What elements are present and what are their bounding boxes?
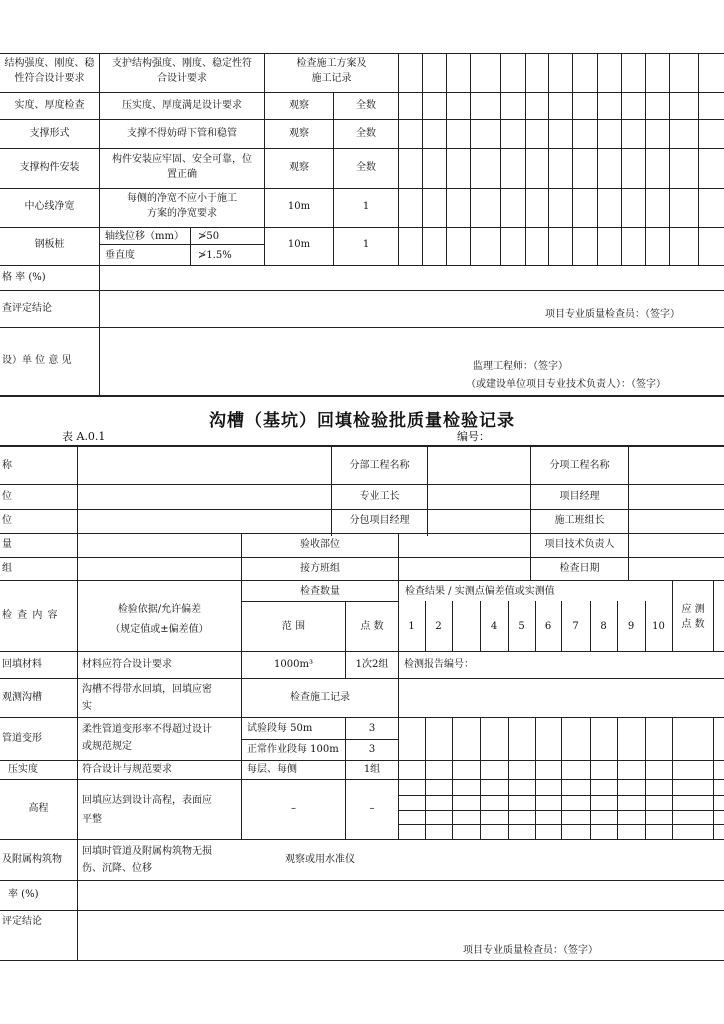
range-structures: 观察或用水准仪	[285, 854, 355, 865]
req-compaction-degree: 符合设计与规范要求	[82, 764, 172, 775]
sub-verticality-value: ≯1.5%	[198, 250, 232, 261]
inspection-date-label: 检查日期	[559, 563, 600, 574]
points-compaction-degree: 1组	[363, 764, 381, 775]
req-elevation	[82, 791, 212, 829]
text-line: 置正确	[167, 169, 197, 180]
item-elevation: 高程	[28, 803, 49, 814]
measure-col-7: 7	[572, 621, 579, 632]
measure-col-4: 4	[490, 621, 498, 632]
report-number-label: 检测报告编号：	[404, 659, 474, 670]
text-line: 回填应达到设计高程，表面应	[82, 795, 212, 806]
method-member-install: 观察	[289, 162, 309, 173]
text-line: 每侧的净宽不应小于施工	[127, 193, 237, 204]
method-centerline-width: 10m	[287, 201, 311, 212]
subcontract-manager-label: 分包项目经理	[349, 515, 410, 526]
form-number: 表 A.0.1	[62, 430, 106, 443]
col-basis	[78, 600, 241, 640]
range-test-section: 试验段每 50m	[247, 723, 313, 734]
req-fill-material: 材料应符合设计要求	[82, 659, 172, 670]
text-line: 实	[82, 701, 92, 712]
acceptance-part-label: 验收部位	[300, 539, 340, 550]
text-line: 性符合设计要求	[14, 73, 85, 84]
text-line: （规定值或±偏差值）	[110, 624, 209, 635]
req-pipe-deformation	[82, 721, 212, 755]
item-pipe-deformation: 管道变形	[2, 733, 42, 744]
col-result: 检查结果 / 实测点偏差值或实测值	[405, 586, 555, 597]
req-member-install	[100, 152, 264, 182]
text-line: 施工记录	[311, 73, 352, 84]
unit-name-label: 称	[2, 460, 12, 471]
measure-col-1: 1	[408, 621, 415, 632]
measure-col-9: 9	[627, 621, 635, 632]
foreman-label: 专业工长	[359, 491, 400, 502]
team-label: 组	[2, 563, 12, 574]
handover-team-label: 接方班组	[300, 563, 340, 574]
measure-col-6: 6	[544, 621, 552, 632]
range-elevation: –	[291, 803, 296, 814]
text-line: 伤、沉降、位移	[82, 863, 152, 874]
subdivision-name-label: 分项工程名称	[549, 460, 610, 471]
req-support-form: 支撑不得妨碍下管和稳管	[127, 128, 237, 139]
engineer-signature: 监理工程师：（签字）	[473, 361, 568, 372]
item-centerline-width: 中心线净宽	[24, 201, 75, 212]
quantity-label: 量	[2, 539, 12, 550]
qty-member-install: 全数	[356, 162, 376, 173]
text-line: 沟槽不得带水回填，回填应密	[82, 684, 212, 695]
req-structures	[82, 843, 212, 877]
bottom-pass-rate-label: 率 (%)	[8, 889, 39, 900]
range-trench: 检查施工记录	[290, 692, 350, 703]
serial-label: 编号：	[457, 430, 490, 443]
measure-col-2: 2	[435, 621, 442, 632]
item-support-form: 支撑形式	[29, 128, 70, 139]
range-fill-material: 1000m³	[274, 659, 313, 670]
conclusion-label: 查评定结论	[2, 303, 52, 314]
measure-col-8: 8	[600, 621, 607, 632]
sub-axis-offset: 轴线位移（mm）	[105, 231, 184, 242]
bottom-inspector-signature: 项目专业质量检查员：（签字）	[463, 945, 598, 956]
points-elevation: –	[369, 803, 375, 814]
division-name-label: 分部工程名称	[349, 460, 410, 471]
col-should-measure	[673, 602, 713, 632]
col-qty: 检查数量	[300, 586, 340, 597]
subcontract-unit-label: 位	[2, 515, 12, 526]
req-centerline-width	[100, 191, 264, 221]
req-trench	[82, 681, 212, 715]
range-compaction-degree: 每层、每侧	[247, 764, 297, 775]
tech-lead-label: 项目技术负责人	[544, 539, 615, 550]
qty-sheet-pile: 1	[362, 239, 370, 250]
item-structures: 及附属构筑物	[2, 854, 62, 865]
method-sheet-pile: 10m	[287, 239, 311, 250]
text-line: 柔性管道变形率不得超过设计	[82, 724, 212, 735]
text-line: 结构强度、刚度、稳	[4, 58, 95, 69]
text-line: 检查施工方案及	[296, 58, 367, 69]
construction-unit-label: 位	[2, 491, 12, 502]
bottom-conclusion-label: 评定结论	[2, 916, 42, 927]
qty-centerline-width: 1	[362, 201, 370, 212]
text-line: 应 测	[681, 604, 705, 615]
text-line: 方案的净宽要求	[147, 208, 217, 219]
owner-rep-signature: （或建设单位项目专业技术负责人）：（签字）	[466, 379, 666, 390]
item-sheet-pile: 钢板桩	[34, 239, 65, 250]
text-line: 或规范规定	[82, 741, 132, 752]
supervision-opinion-label: 设）单 位 意 见	[2, 355, 72, 366]
col-content: 检 查 内 容	[2, 610, 59, 621]
item-trench: 观测沟槽	[2, 692, 42, 703]
col-range: 范 围	[281, 621, 306, 632]
qty-compaction: 全数	[356, 100, 376, 111]
sub-verticality: 垂直度	[105, 250, 135, 261]
measure-col-10: 10	[652, 621, 665, 632]
qty-support-form: 全数	[356, 128, 376, 139]
text-line: 点 数	[681, 619, 705, 630]
text-line: 合设计要求	[157, 73, 207, 84]
points-fill-material: 1次2组	[355, 659, 389, 670]
team-leader-label: 施工班组长	[554, 515, 605, 526]
sub-axis-offset-value: ≯50	[198, 231, 220, 242]
pass-rate-label: 格 率 (%)	[2, 272, 46, 283]
inspector-signature: 项目专业质量检查员：（签字）	[545, 309, 680, 320]
text-line: 检验依据/允许偏差	[117, 604, 202, 615]
text-line: 支护结构强度、刚度、稳定性符	[112, 58, 252, 69]
item-compaction-degree: 压实度	[8, 764, 38, 775]
col-points: 点 数	[360, 621, 384, 632]
points-test-section: 3	[368, 723, 376, 734]
range-normal-section: 正常作业段每 100m	[247, 744, 339, 755]
item-member-install: 支撑构件安装	[19, 162, 80, 173]
method-support-form: 观察	[289, 128, 309, 139]
text-line: 回填时管道及附属构筑物无损	[82, 846, 212, 857]
measure-col-5: 5	[518, 621, 525, 632]
item-compaction: 实度、厚度检查	[14, 100, 85, 111]
text-line: 平整	[82, 814, 102, 825]
text-line: 构件安装应牢固、安全可靠，位	[112, 154, 252, 165]
req-support-strength	[100, 56, 264, 86]
points-normal-section: 3	[368, 744, 376, 755]
project-manager-label: 项目经理	[559, 491, 600, 502]
req-compaction: 压实度、厚度满足设计要求	[122, 100, 242, 111]
item-fill-material: 回填材料	[2, 659, 42, 670]
item-support-strength	[0, 56, 99, 86]
form-title: 沟槽（基坑）回填检验批质量检验记录	[209, 411, 515, 431]
method-compaction: 观察	[289, 100, 309, 111]
method-support-strength	[265, 56, 398, 86]
